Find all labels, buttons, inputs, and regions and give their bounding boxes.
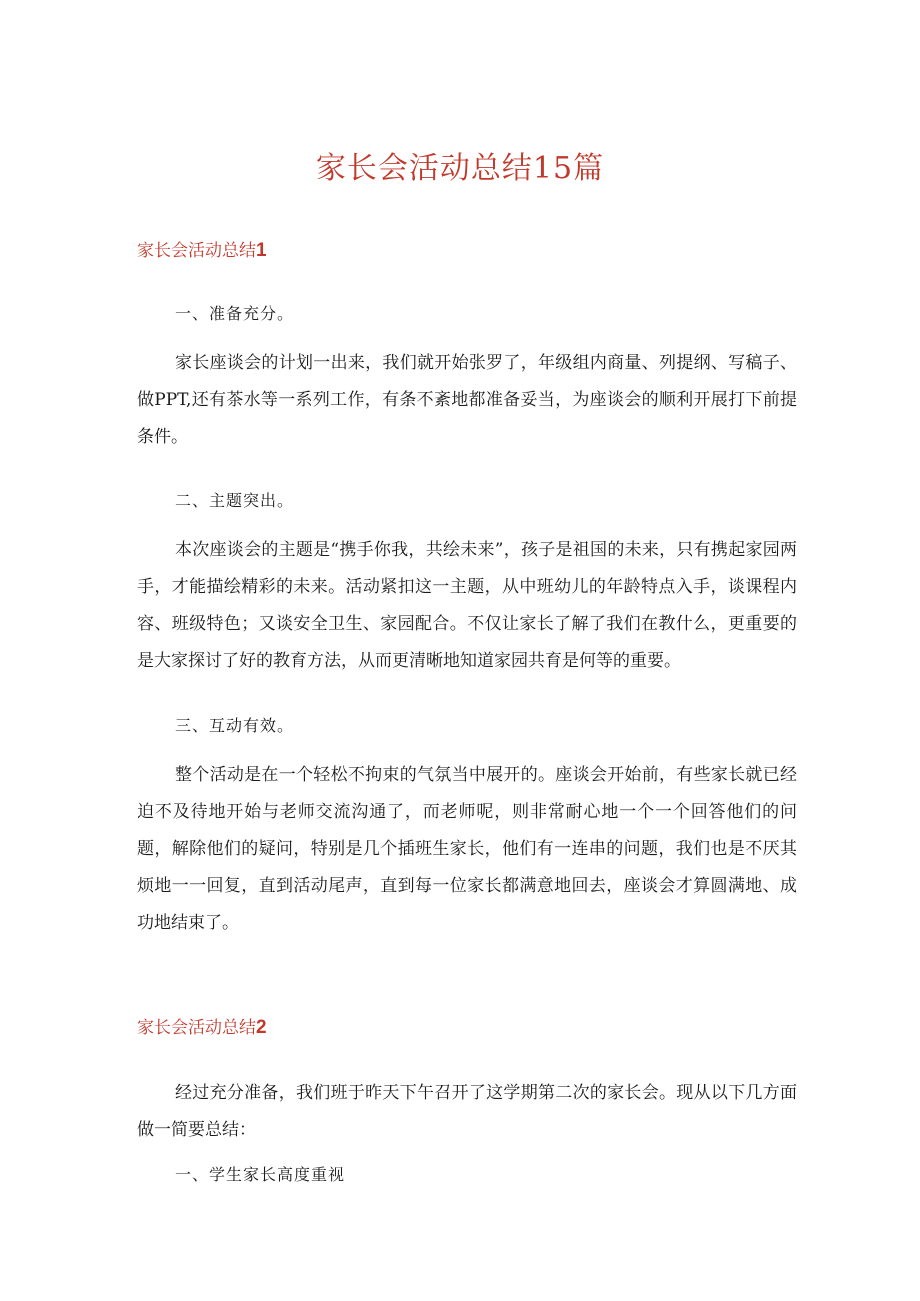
- section-heading-2: [137, 1013, 267, 1039]
- section-1-subheading-2: 二、主题突出。: [175, 491, 295, 510]
- section-heading-text: 家长会活动总结: [137, 241, 256, 261]
- section-1-paragraph-2: 本次座谈会的主题是“携手你我，共绘未来”，孩子是祖国的未来，只有携起家园两手，才能描绘精彩的未来。活动紧扣这一主题，从中班幼儿的年龄特点入手，谈课程内容、班级特色；又谈安全卫生、家园配合。不仅让家长了解了我们在教什么，更重要的是大家探讨了好的教育方法，从而更清晰地知道家园共育是何等的重要。: [137, 540, 797, 671]
- document-title: 家长会活动总结15篇: [315, 151, 605, 186]
- section-1-subheading-3: 三、互动有效。: [175, 716, 295, 735]
- section-2-subheading-1: 一、学生家长高度重视: [175, 1165, 346, 1184]
- section-1-paragraph-3: 整个活动是在一个轻松不拘束的气氛当中展开的。座谈会开始前，有些家长就已经迫不及待地开始与老师交流沟通了，而老师呢，则非常耐心地一个一个回答他们的问题，解除他们的疑问，特别是几个插班生家长，他们有一连串的问题，我们也是不厌其烦地一一回复，直到活动尾声，直到每一位家长都满意地回去，座谈会才算圆满地、成功地结束了。: [137, 765, 797, 933]
- section-1-subheading-1: 一、准备充分。: [175, 304, 295, 323]
- section-heading-number: 2: [256, 1017, 267, 1038]
- section-heading-text: 家长会活动总结: [137, 1018, 256, 1038]
- section-2-paragraph-1: 经过充分准备，我们班于昨天下午召开了这学期第二次的家长会。现从以下几方面做一简要总结：: [137, 1083, 797, 1140]
- section-heading-number: 1: [256, 240, 267, 261]
- section-heading-1: [137, 236, 267, 262]
- section-1-paragraph-1: 家长座谈会的计划一出来，我们就开始张罗了，年级组内商量、列提纲、写稿子、做PPT,还有茶水等一系列工作，有条不紊地都准备妥当，为座谈会的顺利开展打下前提条件。: [137, 353, 797, 447]
